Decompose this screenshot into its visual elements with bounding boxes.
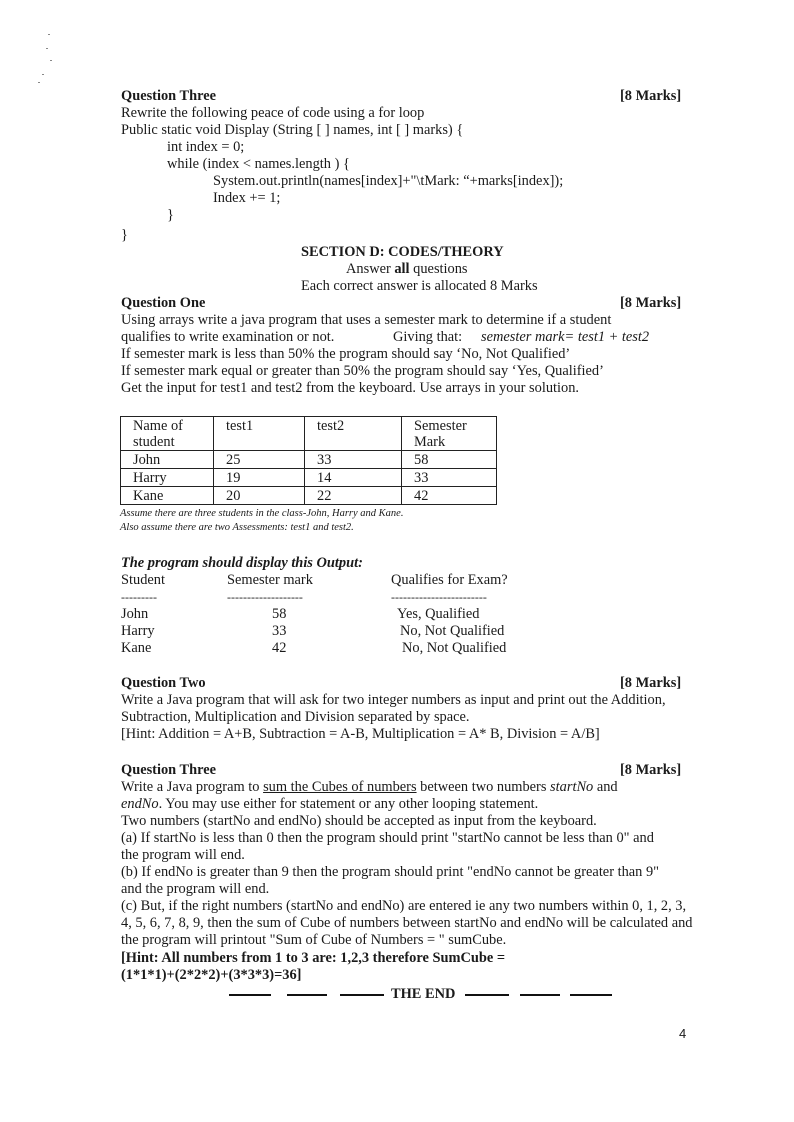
- text-span: Write a Java program to: [121, 779, 264, 795]
- table-cell: Harry: [121, 469, 214, 487]
- answer-suffix: questions: [409, 261, 468, 277]
- section-title: SECTION D: CODES/THEORY: [301, 244, 504, 260]
- table-header-row: [121, 417, 497, 451]
- text-line: Subtraction, Multiplication and Division separated by space.: [121, 709, 470, 725]
- text-line: Two numbers (startNo and endNo) should be accepted as input from the keyboard.: [121, 813, 597, 829]
- output-title: The program should display this Output:: [121, 555, 363, 571]
- code-line: Index += 1;: [213, 190, 281, 206]
- table-cell: 25: [214, 451, 305, 469]
- table-cell: 22: [305, 487, 402, 505]
- end-divider: [465, 994, 509, 996]
- text-line: Write a Java program that will ask for two integer numbers as input and print out the Addition,: [121, 692, 666, 708]
- table-caption: Also assume there are two Assessments: test1 and test2.: [120, 522, 354, 533]
- header-cell: Name of student: [121, 417, 214, 451]
- marks-label: [8 Marks]: [620, 675, 682, 691]
- code-line: while (index < names.length ) {: [167, 156, 350, 172]
- hint-line: (1*1*1)+(2*2*2)+(3*3*3)=36]: [121, 967, 302, 983]
- allocation-note: Each correct answer is allocated 8 Marks: [301, 278, 538, 294]
- output-cell: Yes, Qualified: [397, 606, 480, 622]
- end-divider: [340, 994, 384, 996]
- table-cell: 58: [402, 451, 497, 469]
- text-line: the program will end.: [121, 847, 245, 863]
- table-cell: 42: [402, 487, 497, 505]
- end-label: THE END: [391, 986, 456, 1002]
- text-line: [121, 796, 538, 813]
- table-cell: 19: [214, 469, 305, 487]
- question-title: Question Three: [121, 88, 217, 104]
- table-cell: 33: [305, 451, 402, 469]
- table-cell: 33: [402, 469, 497, 487]
- code-line: }: [121, 227, 128, 243]
- text-line: Using arrays write a java program that uses a semester mark to determine if a student: [121, 312, 612, 328]
- text-line: (c) But, if the right numbers (startNo and endNo) are entered ie any two numbers within 0, 1, 2, 3,: [121, 898, 687, 914]
- text-line: If semester mark is less than 50% the program should say ‘No, Not Qualified’: [121, 346, 571, 362]
- answer-prefix: Answer: [346, 261, 395, 277]
- text-span: and: [593, 779, 618, 795]
- scores-table: [120, 416, 497, 505]
- output-header: Student: [121, 572, 165, 588]
- output-divider: ---------: [121, 590, 157, 604]
- question-title: Question One: [121, 295, 206, 311]
- output-cell: Kane: [121, 640, 152, 656]
- page-number: 4: [679, 1026, 687, 1041]
- text-line: 4, 5, 6, 7, 8, 9, then the sum of Cube of numbers between startNo and endNo will be calculated and: [121, 915, 693, 931]
- output-cell: Harry: [121, 623, 155, 639]
- question-title: Question Three: [121, 762, 217, 778]
- italic-text: endNo: [121, 796, 159, 812]
- text-line: (a) If startNo is less than 0 then the program should print "startNo cannot be less than 0" and: [121, 830, 654, 846]
- header-cell: test2: [305, 417, 402, 451]
- section-instruction: [346, 261, 468, 278]
- text-span: . You may use either for statement or any other looping statement.: [158, 796, 539, 812]
- marks-label: [8 Marks]: [620, 295, 682, 311]
- text-line: Get the input for test1 and test2 from the keyboard. Use arrays in your solution.: [121, 380, 579, 396]
- table-row: [121, 451, 497, 469]
- output-cell: No, Not Qualified: [400, 623, 505, 639]
- end-divider: [570, 994, 612, 996]
- hint-line: [Hint: All numbers from 1 to 3 are: 1,2,3 therefore SumCube =: [121, 950, 506, 966]
- table-caption: Assume there are three students in the class-John, Harry and Kane.: [120, 508, 404, 519]
- header-cell: Semester Mark: [402, 417, 497, 451]
- table-row: [121, 469, 497, 487]
- header-cell: test1: [214, 417, 305, 451]
- output-cell: 58: [272, 606, 287, 622]
- scan-specks: [34, 30, 54, 90]
- table-cell: Kane: [121, 487, 214, 505]
- end-divider: [520, 994, 560, 996]
- hint-line: [Hint: Addition = A+B, Subtraction = A-B, Multiplication = A* B, Division = A/B]: [121, 726, 600, 742]
- table-row: [121, 487, 497, 505]
- text-line: the program will printout "Sum of Cube of Numbers = " sumCube.: [121, 932, 507, 948]
- text-line: and the program will end.: [121, 881, 270, 897]
- text-line: (b) If endNo is greater than 9 then the program should print "endNo cannot be greater than 9": [121, 864, 660, 880]
- output-divider: ------------------------: [391, 590, 487, 604]
- code-line: }: [167, 207, 174, 223]
- answer-bold: all: [394, 261, 410, 277]
- marks-label: [8 Marks]: [620, 88, 682, 104]
- text-line: Giving that:: [393, 329, 463, 345]
- output-divider: -------------------: [227, 590, 303, 604]
- output-cell: 33: [272, 623, 287, 639]
- output-header: Semester mark: [227, 572, 313, 588]
- text-line: If semester mark equal or greater than 50% the program should say ‘Yes, Qualified’: [121, 363, 604, 379]
- output-cell: John: [121, 606, 149, 622]
- end-divider: [287, 994, 327, 996]
- italic-text: startNo: [550, 779, 594, 795]
- code-line: int index = 0;: [167, 139, 245, 155]
- table-cell: John: [121, 451, 214, 469]
- text-line: [121, 779, 618, 796]
- text-span: between two numbers: [416, 779, 551, 795]
- text-line: qualifies to write examination or not.: [121, 329, 335, 345]
- table-cell: 14: [305, 469, 402, 487]
- underlined-text: sum the Cubes of numbers: [263, 779, 417, 795]
- table-cell: 20: [214, 487, 305, 505]
- output-cell: 42: [272, 640, 287, 656]
- code-line: Public static void Display (String [ ] names, int [ ] marks) {: [121, 122, 464, 138]
- code-line: System.out.println(names[index]+"\tMark: “+marks[index]);: [213, 173, 564, 189]
- output-cell: No, Not Qualified: [402, 640, 507, 656]
- output-header: Qualifies for Exam?: [391, 572, 508, 588]
- end-divider: [229, 994, 271, 996]
- question-title: Question Two: [121, 675, 206, 691]
- instruction: Rewrite the following peace of code using a for loop: [121, 105, 425, 121]
- marks-label: [8 Marks]: [620, 762, 682, 778]
- formula: semester mark= test1 + test2: [481, 329, 650, 345]
